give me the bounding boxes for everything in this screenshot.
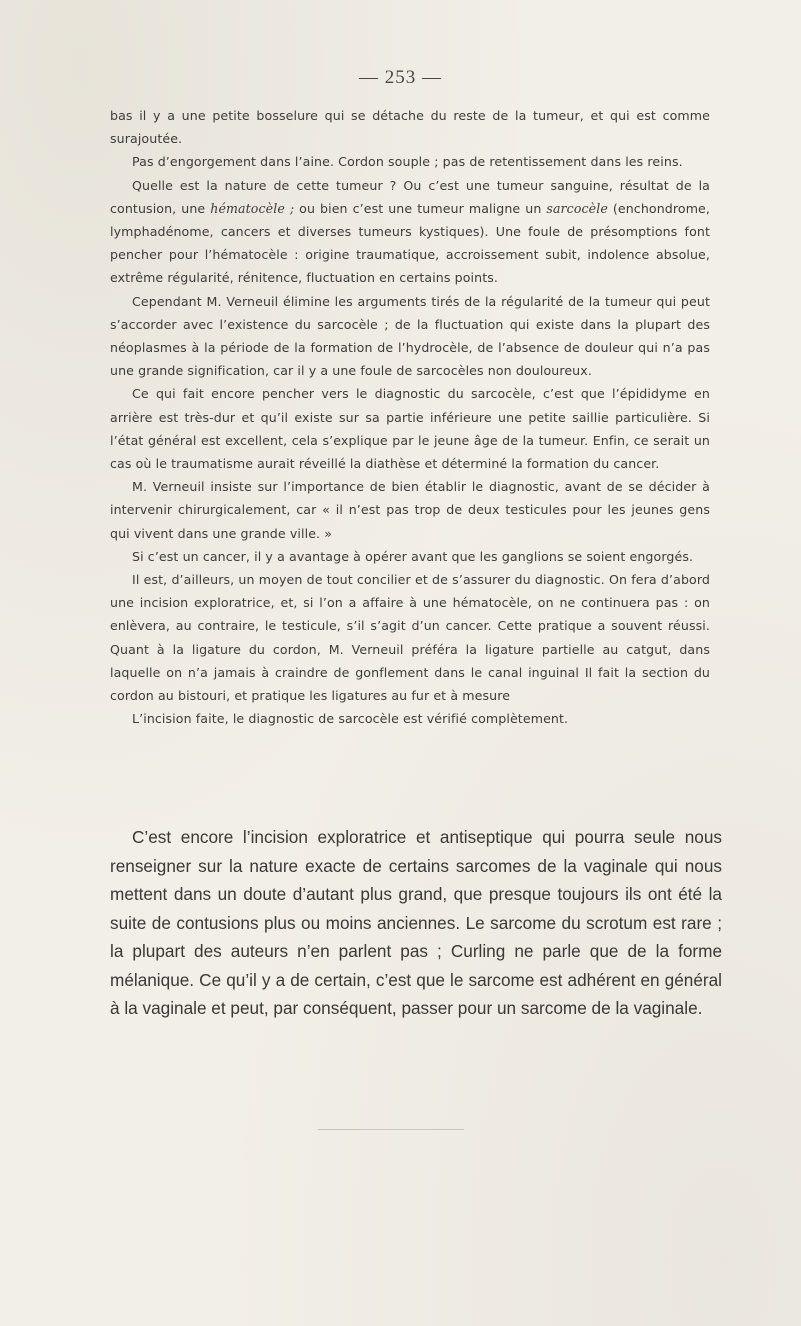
paragraph-verneuil-insists: M. Verneuil insiste sur l’importance de bien établir le diagnostic, avant de se décider à intervenir chirurgicalement, car « il n’est pas trop de deux testicules pour les jeunes gens qui vivent dans une grande ville. » [110,479,710,541]
paragraph-incision: Il est, d’ailleurs, un moyen de tout concilier et de s’assurer du diagnostic. On fera d’abord une incision exploratrice, et, si l’on a affaire à une hématocèle, on ne continuera pas : on enlèvera, au contraire, le testicule, s’il s’agit d’un cancer. Cette pratique a souvent réussi. Quant à la ligature du cordon, M. Verneuil préféra la ligature partielle au catgut, dans laquelle on n’a jamais à craindre de gonflement dans le canal inguinal Il fait la section du cordon au bistouri, et pratique les ligatures au fur et à mesure [110,572,710,704]
paragraph-verneuil-arguments: Cependant M. Verneuil élimine les arguments tirés de la régularité de la tumeur qui peut s’accorder avec l’existence du sarcocèle ; de la fluctuation qui existe dans la plupart des néoplasmes à la période de la formation de l’hydrocèle, de l’absence de douleur qui n’a pas une grande signification, car il y a une foule de sarcocèles non douloureux. [110,293,710,379]
small-print-section [110,104,710,730]
term-sarcocele: sarcocèle [546,200,608,216]
nature-text-1: Quelle est la nature de cette tumeur ? Ou c’est une tumeur sanguine, résultat de la contusion, une [110,177,710,216]
paragraph-diagnostic: Ce qui fait encore pencher vers le diagnostic du sarcocèle, c’est que l’épididyme en arrière est très-dur et qu’il existe sur sa partie inférieure une petite saillie particulière. Si l’état général est excellent, cela s’explique par le jeune âge de la tumeur. Enfin, ce serait un cas où le traumatisme aurait réveillé la diathèse et déterminé la formation du cancer. [110,386,710,472]
page-number: — 253 — [359,67,442,88]
paragraph-continuation: bas il y a une petite bosselure qui se détache du reste de la tumeur, et qui est comme surajoutée. [110,108,710,147]
section-divider [318,1129,464,1130]
paragraph-nature [110,174,710,290]
nature-text-3: (enchondrome, lymphadénome, cancers et diverses tumeurs kystiques). Une foule de présomptions font pencher pour l’hématocèle : origine traumatique, accroissement subit, indolence absolue, extrême régularité, rénitence, fluctuation en certains points. [110,200,711,286]
paragraph-sarcoma: C’est encore l’incision exploratrice et antiseptique qui pourra seule nous renseigner sur la nature exacte de certains sarcomes de la vaginale qui nous mettent dans un doute d’autant plus grand, que presque toujours ils ont été la suite de contusions plus ou moins anciennes. Le sarcome du scrotum est rare ; la plupart des auteurs n’en parlent pas ; Curling ne parle que de la forme mélanique. Ce qu’il y a de certain, c’est que le sarcome est adhérent en général à la vaginale et peut, par conséquent, passer pour un sarcome de la vaginale. [110,827,722,1018]
paragraph-cancer: Si c’est un cancer, il y a avantage à opérer avant que les ganglions se soient engorgés. [132,548,694,564]
term-hematocele: hématocèle ; [210,200,295,216]
paragraph-engorgement: Pas d’engorgement dans l’aine. Cordon souple ; pas de retentissement dans les reins. [132,154,683,170]
paragraph-verified: L’incision faite, le diagnostic de sarcocèle est vérifié complètement. [132,711,569,727]
nature-text-2: ou bien c’est une tumeur maligne un [294,200,547,216]
